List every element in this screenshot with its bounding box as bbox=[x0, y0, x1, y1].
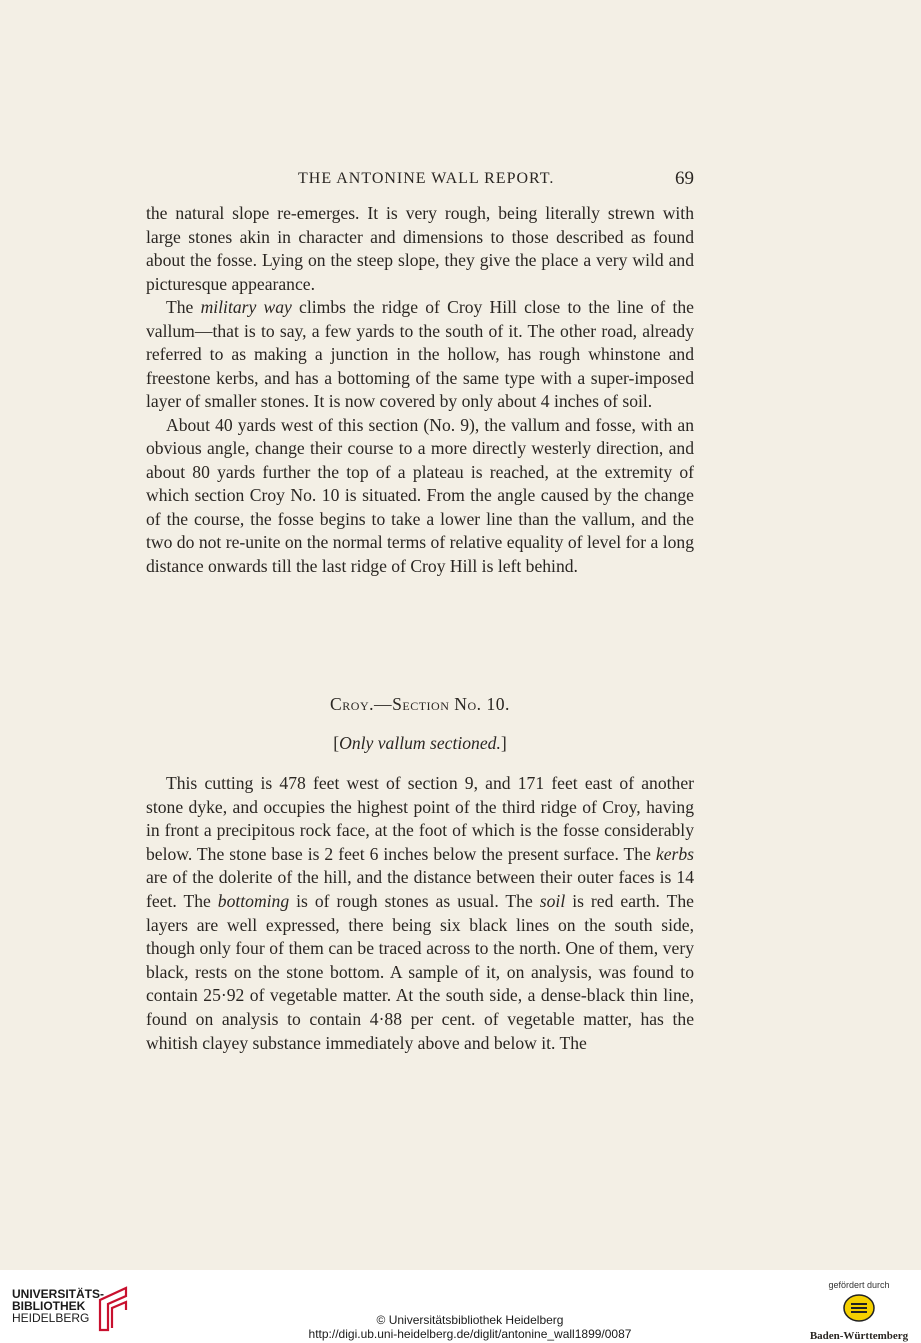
library-name-line2: BIBLIOTHEK bbox=[12, 1299, 86, 1313]
text-run: is of rough stones as usual. The bbox=[289, 890, 540, 911]
subheading-text: Only vallum sectioned. bbox=[339, 733, 501, 753]
library-logo[interactable] bbox=[12, 1288, 104, 1324]
library-mark-icon bbox=[96, 1284, 130, 1332]
section-heading: Croy.—Section No. 10. bbox=[330, 694, 510, 714]
copyright-notice bbox=[280, 1313, 660, 1341]
text-run: This cutting is 478 feet west of section 9, and 171 feet east of another stone dyke, and occupies the highest point of the third ridge of Croy, having in front a precipitous rock face, at the foot of which is the fosse considerably below. The stone base is 2 feet 6 inches below the present surface. The bbox=[146, 773, 694, 864]
running-head-title: THE ANTONINE WALL REPORT. bbox=[298, 170, 555, 187]
text-run: are of the dolerite of the hill, and the distance between their outer faces is 14 feet. The bbox=[146, 867, 694, 911]
funded-by-label: gefördert durch bbox=[828, 1280, 890, 1290]
italic-term: kerbs bbox=[655, 843, 694, 864]
paragraph bbox=[146, 296, 694, 414]
section-subheading bbox=[146, 733, 694, 754]
body-text-lower bbox=[146, 772, 694, 1055]
paragraph bbox=[146, 202, 694, 296]
funder-block bbox=[809, 1280, 909, 1342]
coat-of-arms-icon bbox=[842, 1293, 876, 1323]
body-text-upper bbox=[146, 202, 694, 578]
text-run: climbs the ridge of Croy Hill close to the line of the vallum—that is to say, a few yards to the south of it. The other road, already referred to as making a junction in the hollow, has rough whinstone and freestone kerbs, and has a bottoming of the same type with a super-imposed layer of smaller stones. It is now covered by only about 4 inches of soil. bbox=[146, 297, 694, 411]
subheading-open-bracket: [ bbox=[333, 733, 340, 753]
permalink-url[interactable]: http://digi.ub.uni-heidelberg.de/diglit/antonine_wall1899/0087 bbox=[308, 1327, 632, 1341]
text-run: the natural slope re-emerges. It is very rough, being literally strewn with large stones akin in character and dimensions to those described as found about the fosse. Lying on the steep slope, they give the place a very wild and picturesque appearance. bbox=[146, 203, 694, 294]
italic-term: military way bbox=[200, 297, 292, 317]
page-number: 69 bbox=[675, 168, 694, 189]
library-name-line1: UNIVERSITÄTS- bbox=[12, 1287, 105, 1301]
paragraph bbox=[146, 772, 694, 1055]
text-run: The bbox=[166, 297, 201, 317]
copyright-text: © Universitätsbibliothek Heidelberg bbox=[376, 1313, 564, 1327]
italic-term: soil bbox=[539, 890, 566, 911]
funder-name: Baden-Württemberg bbox=[809, 1330, 909, 1342]
subheading-close-bracket: ] bbox=[500, 733, 507, 753]
text-run: About 40 yards west of this section (No. 9), the vallum and fosse, with an obvious angle, change their course to a more directly westerly direction, and about 80 yards further the top of a plateau is reached, at the extremity of which section Croy No. 10 is situated. From the angle caused by the change of the course, the fosse begins to take a lower line than the vallum, and the two do not re-unite on the normal terms of relative equality of level for a long distance onwards till the last ridge of Croy Hill is left behind. bbox=[146, 414, 694, 576]
text-run: is red earth. The layers are well expressed, there being six black lines on the south side, though only four of them can be traced across to the north. One of them, very black, rests on the stone bottom. A sample of it, on analysis, was found to contain 25·92 of vegetable matter. At the south side, a dense-black thin line, found on analysis to contain 4·88 per cent. of vegetable matter, has the whitish clayey substance immediately above and below it. The bbox=[146, 890, 694, 1053]
library-name-line3: HEIDELBERG bbox=[12, 1311, 90, 1325]
footer-bar bbox=[0, 1270, 921, 1343]
italic-term: bottoming bbox=[217, 890, 290, 911]
paragraph bbox=[146, 414, 694, 579]
